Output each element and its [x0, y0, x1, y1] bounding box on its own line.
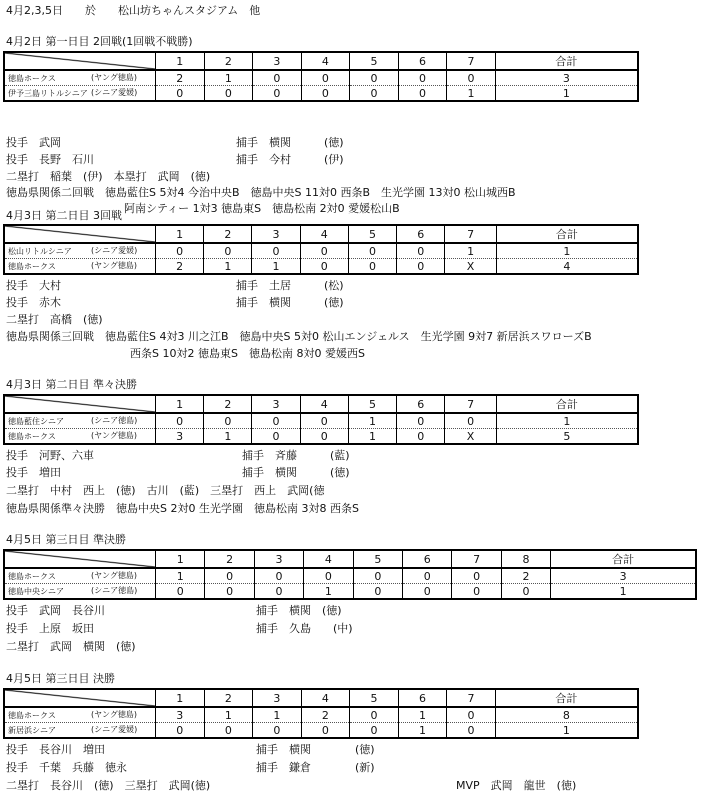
score-cell: 1	[252, 259, 300, 275]
corner-cell	[4, 550, 156, 568]
score-cell: 0	[397, 243, 445, 259]
score-cell: 0	[156, 413, 204, 429]
team-name	[4, 429, 156, 445]
inning-cell: 6	[397, 225, 445, 243]
score-cell: 0	[350, 707, 399, 723]
team-label: 徳島ホークス	[8, 261, 56, 271]
inning-cell: 4	[301, 689, 350, 707]
inning-cell: 6	[403, 550, 452, 568]
inning-cell: 1	[156, 52, 205, 70]
inning-header-row	[4, 395, 638, 413]
score-cell: 0	[205, 568, 254, 584]
team-label: 徳島ホークス	[8, 73, 56, 83]
score-cell: 1	[156, 568, 205, 584]
score-cell: 0	[447, 70, 496, 86]
catcher-note: 捕手 横関 (徳)	[256, 743, 375, 756]
catcher-note: 捕手 横関 (徳)	[236, 296, 344, 309]
team-label: 伊予三島リトルシニア	[8, 88, 88, 98]
team-label: 徳島中央シニア	[8, 586, 64, 596]
team-name	[4, 584, 156, 600]
team-row	[4, 723, 638, 739]
team-label: 徳島ホークス	[8, 571, 56, 581]
team-name	[4, 243, 156, 259]
mvp-label: MVP 武岡 龍世 (徳)	[456, 779, 577, 792]
score-cell: 0	[204, 86, 253, 102]
inning-cell: 3	[253, 52, 302, 70]
hits-note: 二塁打 長谷川 (徳) 三塁打 武岡(徳)	[6, 779, 211, 792]
inning-cell: 5	[353, 550, 402, 568]
score-cell: 0	[403, 584, 452, 600]
score-cell: 0	[350, 86, 399, 102]
inning-cell: 4	[304, 550, 353, 568]
inning-cell: 1	[156, 225, 204, 243]
total-cell: 4	[563, 259, 571, 273]
score-cell: X	[445, 259, 497, 275]
score-cell: 0	[350, 723, 399, 739]
inning-cell: 3	[252, 225, 300, 243]
score-cell: 0	[300, 413, 348, 429]
score-cell: 1	[204, 70, 253, 86]
score-cell: 0	[301, 70, 350, 86]
score-cell: 1	[447, 86, 496, 102]
page-header: 4月2,3,5日 於 松山坊ちゃんスタジアム 他	[6, 4, 261, 17]
inning-cell: 3	[252, 395, 300, 413]
inning-cell: 7	[445, 225, 497, 243]
team-label: 徳島ホークス	[8, 431, 56, 441]
league-label: (シニア徳島)	[91, 416, 138, 425]
catcher-note: 捕手 土居 (松)	[236, 279, 344, 292]
inning-cell: 5	[348, 395, 396, 413]
score-cell: 0	[253, 723, 302, 739]
total-cell: 3	[551, 568, 696, 584]
catcher-note: 捕手 横関 (徳)	[256, 604, 342, 617]
score-cell: X	[445, 429, 497, 445]
score-cell: 0	[301, 723, 350, 739]
total-cell: 1	[562, 723, 570, 737]
league-label: (ヤング徳島)	[91, 261, 138, 270]
score-cell: 0	[204, 243, 252, 259]
score-cell: 2	[156, 70, 205, 86]
other-results: 阿南シティー 1対3 徳島東S 徳島松南 2対0 愛媛松山B	[124, 202, 400, 215]
league-label: (シニア愛媛)	[91, 725, 138, 734]
inning-cell: 2	[205, 550, 254, 568]
score-cell: 0	[300, 429, 348, 445]
score-cell: 0	[156, 86, 205, 102]
team-row	[4, 584, 696, 600]
score-cell: 1	[204, 259, 252, 275]
team-name	[4, 413, 156, 429]
inning-cell: 7	[452, 550, 501, 568]
score-cell: 0	[353, 584, 402, 600]
total-cell: 5	[563, 429, 571, 443]
league-label: (シニア徳島)	[91, 586, 138, 595]
score-cell: 0	[301, 86, 350, 102]
hits-note: 二塁打 高橋 (徳)	[6, 313, 103, 326]
inning-cell: 2	[204, 225, 252, 243]
league-label: (シニア愛媛)	[91, 246, 138, 255]
inning-cell: 6	[398, 52, 447, 70]
league-label: (ヤング徳島)	[91, 431, 138, 440]
scoreboard	[3, 549, 697, 600]
score-cell: 2	[501, 568, 550, 584]
score-cell: 2	[156, 259, 204, 275]
inning-header-row	[4, 225, 638, 243]
total-cell: 1	[496, 243, 638, 259]
league-label: (ヤング徳島)	[91, 710, 138, 719]
corner-cell	[4, 52, 156, 70]
score-cell: 0	[204, 413, 252, 429]
pitcher-note: 投手 長谷川 増田	[6, 743, 105, 756]
score-cell: 0	[350, 70, 399, 86]
team-row	[4, 259, 638, 275]
inning-cell: 1	[156, 689, 205, 707]
pitcher-note: 投手 大村	[6, 279, 61, 292]
inning-cell: 2	[204, 689, 253, 707]
score-cell: 0	[300, 259, 348, 275]
catcher-note: 捕手 横関 (徳)	[242, 466, 350, 479]
team-name	[4, 259, 156, 275]
score-cell: 0	[252, 413, 300, 429]
hits-note: 二塁打 稲葉 (伊) 本塁打 武岡 (徳)	[6, 170, 211, 183]
score-cell: 1	[204, 429, 252, 445]
league-label: (シニア愛媛)	[91, 88, 138, 97]
total-header: 合計	[551, 550, 696, 568]
score-cell: 1	[204, 707, 253, 723]
team-row	[4, 568, 696, 584]
inning-cell: 3	[254, 550, 303, 568]
inning-cell: 5	[348, 225, 396, 243]
scoreboard	[3, 51, 639, 102]
score-cell: 0	[445, 413, 497, 429]
total-header: 合計	[495, 689, 638, 707]
team-label: 徳島ホークス	[8, 710, 56, 720]
scoreboard	[3, 394, 639, 445]
score-cell: 1	[348, 429, 396, 445]
league-label: (ヤング徳島)	[91, 73, 138, 82]
team-row	[4, 243, 638, 259]
game-title: 4月3日 第二日目 準々決勝	[6, 378, 137, 391]
total-header: 合計	[496, 395, 638, 413]
score-cell: 3	[156, 707, 205, 723]
score-cell: 0	[204, 723, 253, 739]
score-cell: 0	[156, 243, 204, 259]
team-row	[4, 707, 638, 723]
score-cell: 0	[252, 429, 300, 445]
inning-cell: 5	[350, 689, 399, 707]
inning-cell: 4	[300, 225, 348, 243]
score-cell: 0	[254, 568, 303, 584]
inning-cell: 6	[397, 395, 445, 413]
total-header: 合計	[495, 52, 638, 70]
score-cell: 0	[447, 723, 496, 739]
corner-cell	[4, 395, 156, 413]
inning-cell: 2	[204, 52, 253, 70]
score-cell: 0	[447, 707, 496, 723]
game-title: 4月5日 第三日目 準決勝	[6, 533, 126, 546]
pitcher-note: 投手 増田	[6, 466, 61, 479]
score-cell: 3	[156, 429, 204, 445]
hits-note: 二塁打 中村 西上 (徳) 古川 (藍) 三塁打 西上 武岡(徳	[6, 484, 325, 497]
score-cell: 1	[445, 243, 497, 259]
score-cell: 0	[348, 243, 396, 259]
corner-cell	[4, 225, 156, 243]
catcher-note: 捕手 横関 (徳)	[236, 136, 344, 149]
team-label: 松山リトルシニア	[8, 246, 72, 256]
inning-cell: 3	[253, 689, 302, 707]
pitcher-note: 投手 上原 坂田	[6, 622, 94, 635]
score-cell: 1	[348, 413, 396, 429]
score-cell: 0	[253, 86, 302, 102]
pitcher-note: 投手 武岡 長谷川	[6, 604, 105, 617]
inning-cell: 7	[447, 689, 496, 707]
pitcher-note: 投手 千葉 兵藤 徳永	[6, 761, 127, 774]
league-label: (ヤング徳島)	[91, 571, 138, 580]
inning-cell: 7	[445, 395, 497, 413]
score-cell: 0	[403, 568, 452, 584]
score-cell: 0	[252, 243, 300, 259]
inning-cell: 4	[300, 395, 348, 413]
catcher-note: 捕手 斉藤 (藍)	[242, 449, 350, 462]
score-cell: 0	[398, 70, 447, 86]
scoreboard	[3, 688, 639, 739]
game-title: 4月2日 第一日目 2回戦(1回戦不戦勝)	[6, 35, 193, 48]
inning-cell: 8	[501, 550, 550, 568]
other-results: 徳島県関係二回戦 徳島藍住S 5対4 今治中央B 徳島中央S 11対0 西条B 生光学園 13対0 松山城西B	[6, 186, 516, 199]
score-cell: 0	[300, 243, 348, 259]
total-cell: 1	[562, 86, 570, 100]
score-cell: 1	[253, 707, 302, 723]
inning-header-row	[4, 52, 638, 70]
inning-cell: 1	[156, 550, 205, 568]
score-cell: 0	[397, 413, 445, 429]
team-row	[4, 70, 638, 86]
score-cell: 0	[452, 584, 501, 600]
total-cell: 8	[495, 707, 638, 723]
inning-cell: 1	[156, 395, 204, 413]
team-name	[4, 86, 156, 102]
catcher-note: 捕手 今村 (伊)	[236, 153, 344, 166]
score-cell: 0	[156, 723, 205, 739]
inning-cell: 6	[398, 689, 447, 707]
team-name	[4, 70, 156, 86]
total-cell: 1	[496, 413, 638, 429]
score-cell: 0	[254, 584, 303, 600]
score-cell: 0	[398, 86, 447, 102]
score-cell: 0	[156, 584, 205, 600]
score-cell: 0	[397, 429, 445, 445]
inning-header-row	[4, 550, 696, 568]
team-row	[4, 429, 638, 445]
team-name	[4, 568, 156, 584]
total-cell: 1	[619, 584, 627, 598]
total-cell: 3	[495, 70, 638, 86]
inning-header-row	[4, 689, 638, 707]
inning-cell: 5	[350, 52, 399, 70]
inning-cell: 7	[447, 52, 496, 70]
score-cell: 0	[205, 584, 254, 600]
team-name	[4, 707, 156, 723]
score-cell: 0	[253, 70, 302, 86]
scoreboard	[3, 224, 639, 275]
pitcher-note: 投手 武岡	[6, 136, 61, 149]
other-results: 徳島県関係三回戦 徳島藍住S 4対3 川之江B 徳島中央S 5対0 松山エンジェルス 生光学園 9対7 新居浜スワローズB	[6, 330, 592, 343]
score-cell: 1	[398, 723, 447, 739]
score-cell: 1	[304, 584, 353, 600]
catcher-note: 捕手 鎌倉 (新)	[256, 761, 375, 774]
score-cell: 0	[353, 568, 402, 584]
other-results: 徳島県関係準々決勝 徳島中央S 2対0 生光学園 徳島松南 3対8 西条S	[6, 502, 359, 515]
score-cell: 0	[501, 584, 550, 600]
game-title: 4月3日 第二日目 3回戦	[6, 209, 122, 222]
team-label: 新居浜シニア	[8, 725, 56, 735]
score-cell: 0	[397, 259, 445, 275]
team-name	[4, 723, 156, 739]
score-cell: 0	[304, 568, 353, 584]
score-cell: 0	[348, 259, 396, 275]
pitcher-note: 投手 長野 石川	[6, 153, 94, 166]
inning-cell: 4	[301, 52, 350, 70]
catcher-note: 捕手 久島 (中)	[256, 622, 353, 635]
total-header: 合計	[496, 225, 638, 243]
hits-note: 二塁打 武岡 横関 (徳)	[6, 640, 136, 653]
team-label: 徳島藍住シニア	[8, 416, 64, 426]
score-cell: 2	[301, 707, 350, 723]
team-row	[4, 413, 638, 429]
score-cell: 1	[398, 707, 447, 723]
score-cell: 0	[452, 568, 501, 584]
other-results: 西条S 10対2 徳島東S 徳島松南 8対0 愛媛西S	[130, 347, 365, 360]
corner-cell	[4, 689, 156, 707]
game-title: 4月5日 第三日目 決勝	[6, 672, 115, 685]
pitcher-note: 投手 河野、六車	[6, 449, 94, 462]
inning-cell: 2	[204, 395, 252, 413]
team-row	[4, 86, 638, 102]
pitcher-note: 投手 赤木	[6, 296, 61, 309]
